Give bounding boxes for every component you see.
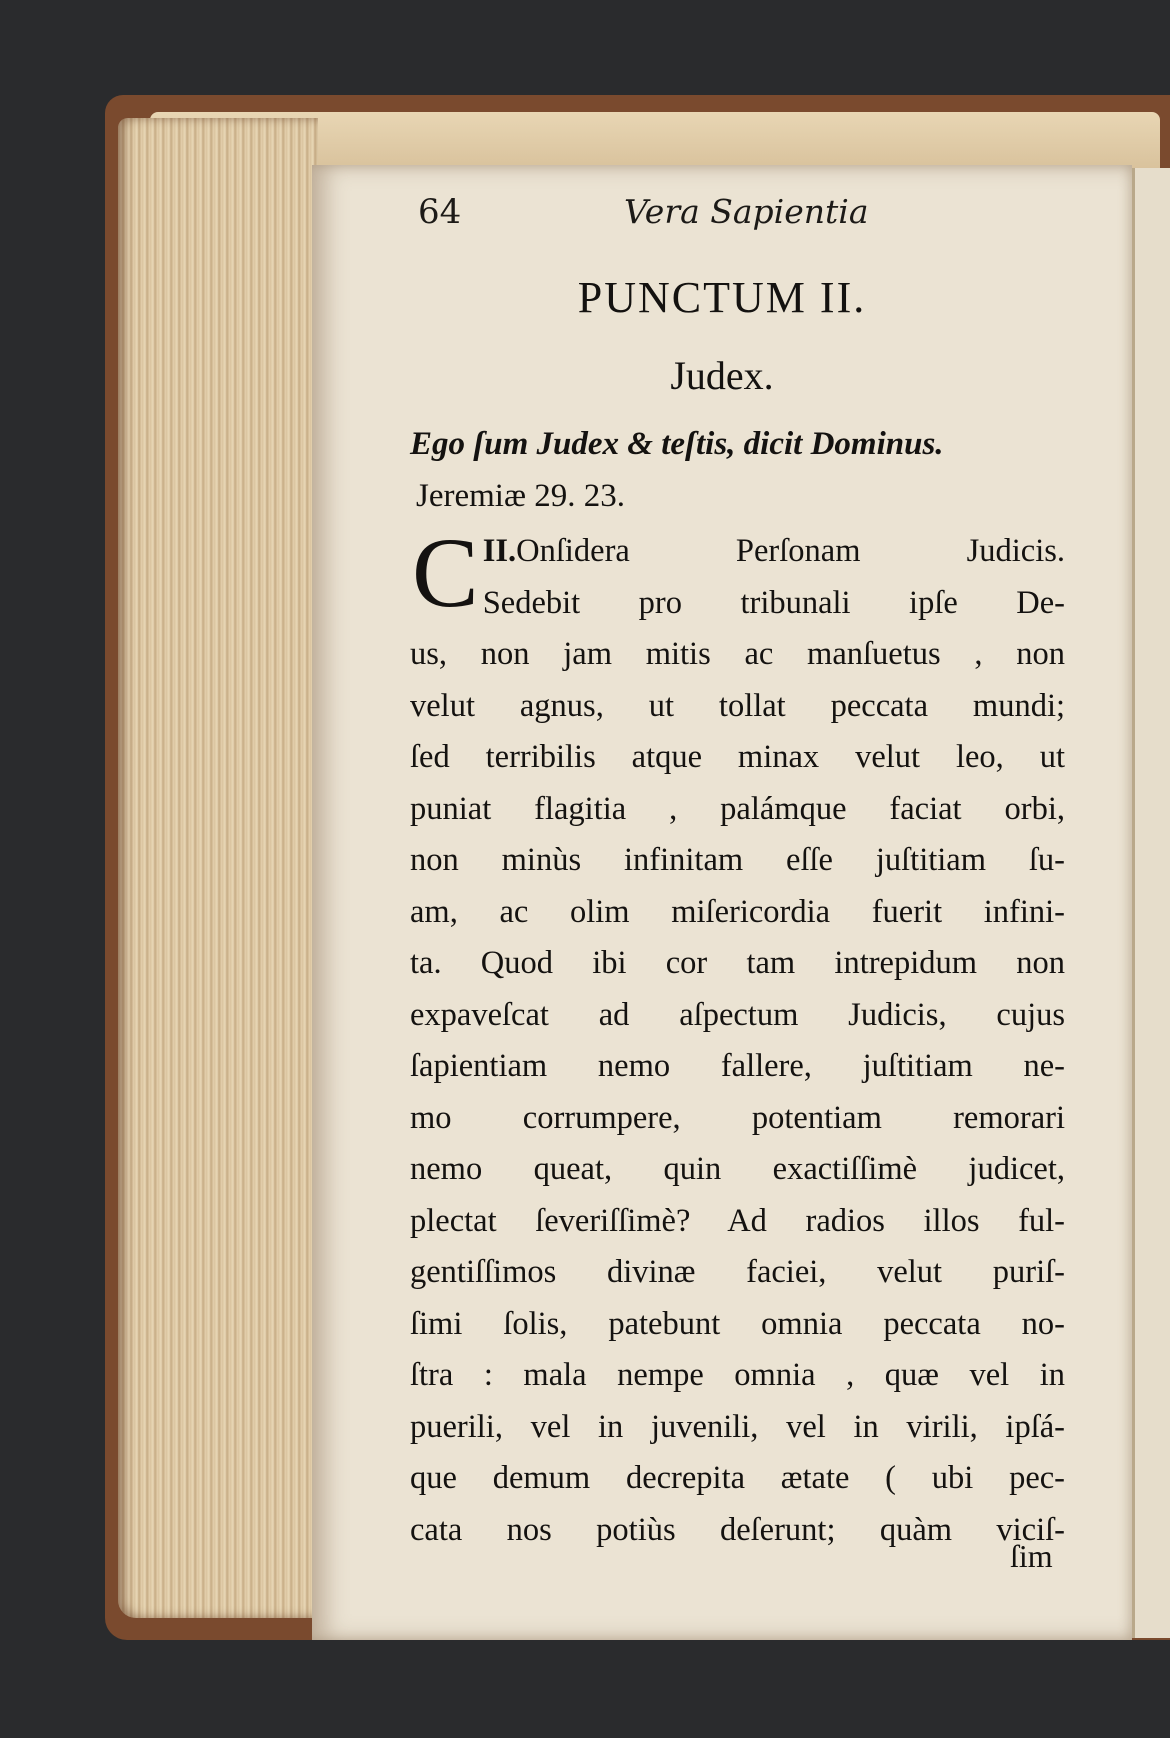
page-edges [118, 118, 318, 1618]
text-line: que demum decrepita ætate ( ubi pec- [410, 1460, 1065, 1496]
paragraph-number: II. [482, 533, 517, 569]
text-line: non minùs infinitam eſſe juſtitiam ſu- [410, 842, 1065, 878]
epigraph [410, 418, 1060, 522]
text-line: velut agnus, ut tollat peccata mundi; [410, 687, 1065, 724]
epigraph-reference: Jeremiæ 29. 23. [416, 478, 625, 514]
catchword: ſim [1010, 1538, 1053, 1574]
text-line: mo corrumpere, potentiam remorari [410, 1099, 1065, 1136]
text-line: ſtra : mala nempe omnia , quæ vel in [410, 1357, 1065, 1393]
text-line-content: Onſidera Perſonam Judicis. [516, 533, 1065, 569]
text-line: cata nos potiùs deſerunt; quàm viciſ- [410, 1511, 1065, 1548]
body-text [410, 517, 1065, 1556]
section-subheading: Judex. [670, 353, 774, 398]
section-heading: PUNCTUM II. [577, 273, 867, 322]
text-line: ſimi ſolis, patebunt omnia peccata no- [410, 1305, 1065, 1342]
running-head: Vera Sapientia [624, 192, 869, 231]
text-line: Sedebit pro tribunali ipſe De- [482, 584, 1065, 621]
text-line: am, ac olim miſericordia fuerit infini- [410, 893, 1065, 930]
epigraph-quote: Ego ſum Judex & teſtis, dicit Dominus. [410, 426, 944, 462]
text-line: plectat ſeveriſſimè? Ad radios illos ful- [410, 1202, 1065, 1239]
page-number: 64 [418, 192, 462, 232]
text-line: ſed terribilis atque minax velut leo, ut [410, 739, 1065, 775]
text-line: gentiſſimos divinæ faciei, velut puriſ- [410, 1254, 1065, 1290]
text-line: us, non jam mitis ac manſuetus , non [410, 636, 1065, 672]
drop-cap: C [412, 517, 479, 628]
text-line: expaveſcat ad aſpectum Judicis, cujus [410, 996, 1065, 1033]
text-line: nemo queat, quin exactiſſimè judicet, [410, 1151, 1065, 1187]
text-line: puerili, vel in juvenili, vel in virili, ipſá- [410, 1408, 1065, 1445]
text-line: ta. Quod ibi cor tam intrepidum non [410, 945, 1065, 981]
text-line: puniat flagitia , palámque faciat orbi, [410, 790, 1065, 827]
page-header [418, 192, 878, 242]
facing-page-edge [1132, 168, 1170, 1638]
text-line: ſapientiam nemo fallere, juſtitiam ne- [410, 1048, 1065, 1084]
